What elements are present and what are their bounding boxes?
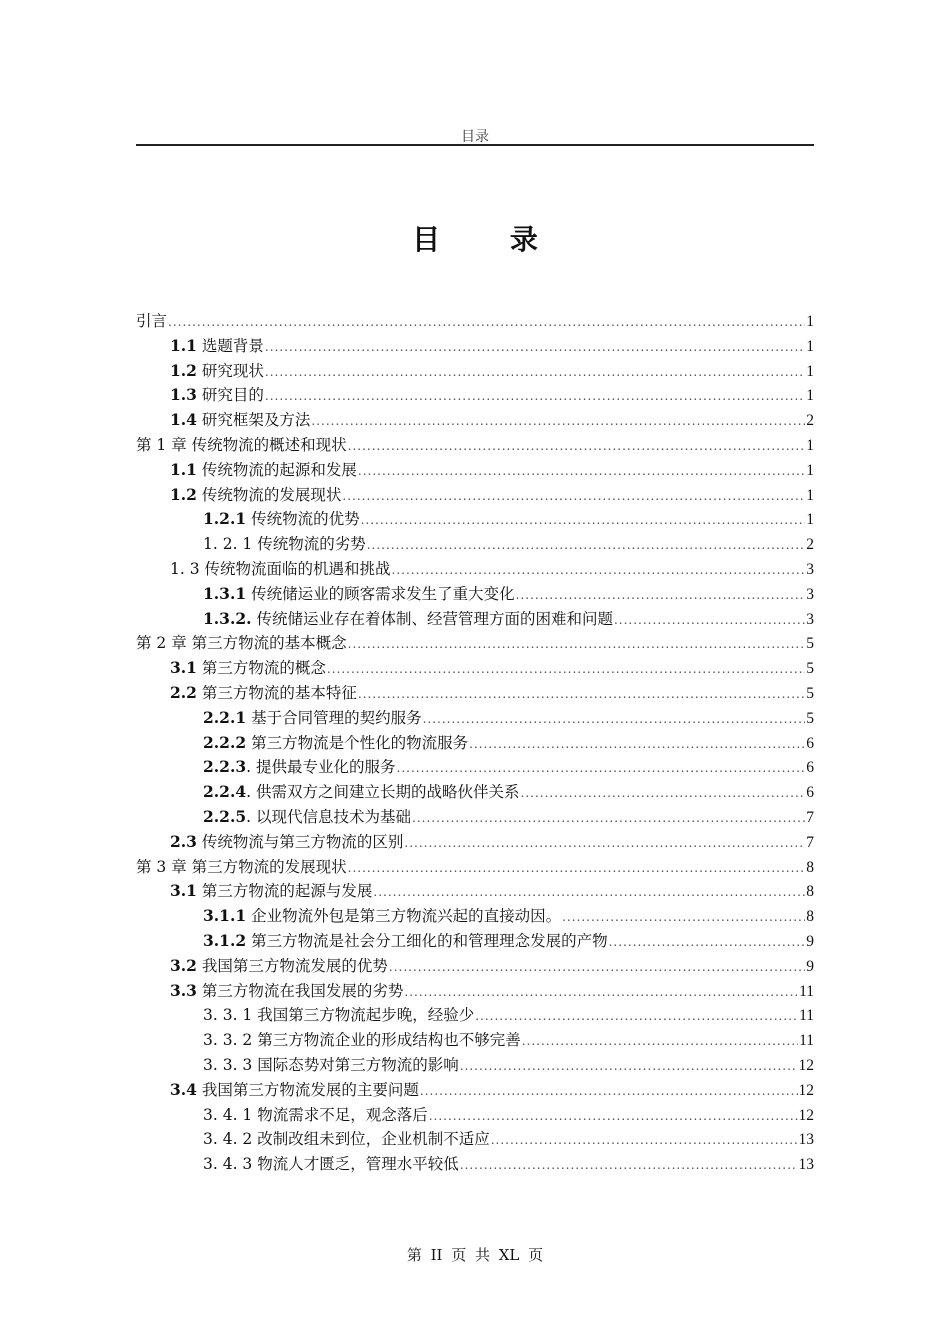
toc-entry[interactable] <box>136 507 814 532</box>
toc-entry-label <box>203 582 515 604</box>
toc-entry-label <box>170 383 264 405</box>
toc-entry-label <box>170 408 310 430</box>
toc-entry-title: 改制改组未到位，企业机制不适应 <box>252 1130 490 1149</box>
toc-page-number: 7 <box>806 833 814 851</box>
toc-dot-leader <box>429 1109 798 1123</box>
toc-entry-label <box>203 1152 459 1174</box>
toc-dot-leader <box>342 489 805 503</box>
toc-dot-leader <box>404 985 798 999</box>
toc-entry-number: 3. 3. 2 <box>203 1031 253 1050</box>
toc-entry-number: 1.2 <box>170 484 197 504</box>
toc-entry[interactable] <box>136 855 814 880</box>
toc-entry-title: 第三方物流是个性化的物流服务 <box>246 733 469 752</box>
toc-entry[interactable] <box>136 656 814 681</box>
toc-dot-leader <box>469 737 805 751</box>
toc-entry-number: 2.3 <box>170 831 197 851</box>
toc-entry-label <box>203 731 468 753</box>
toc-dot-leader <box>423 712 806 726</box>
toc-entry-label <box>203 904 561 926</box>
toc-dot-leader <box>373 885 805 899</box>
toc-dot-leader <box>475 1009 798 1023</box>
toc-entry-title: 传统物流的发展现状 <box>196 485 342 504</box>
toc-entry-label <box>136 631 347 653</box>
toc-entry-title: . 提供最专业化的服务 <box>246 758 396 777</box>
toc-entry-title: 第三方物流的基本特征 <box>196 683 357 702</box>
toc-entry-label <box>203 780 520 802</box>
toc-entry-number: 2.2.3 <box>203 757 247 777</box>
toc-entry-number: 1.1 <box>170 459 197 479</box>
toc-page-number: 12 <box>798 1081 814 1099</box>
toc-page-number: 6 <box>806 784 814 802</box>
toc-entry-title: 传统物流与第三方物流的区别 <box>196 832 404 851</box>
toc-entry-label <box>170 483 341 505</box>
toc-entry[interactable] <box>136 582 814 607</box>
toc-entry-title: 国际态势对第三方物流的影响 <box>252 1055 459 1074</box>
toc-entry[interactable] <box>136 706 814 731</box>
toc-entry-label <box>203 1127 490 1149</box>
toc-entry-label <box>203 755 396 777</box>
toc-entry-label <box>136 433 347 455</box>
toc-dot-leader <box>358 464 805 478</box>
toc-entry-label <box>203 929 608 951</box>
toc-page-number: 13 <box>798 1131 814 1149</box>
toc-entry-title: 基于合同管理的契约服务 <box>246 708 422 727</box>
toc-entry-number: 2.2.5 <box>203 806 247 826</box>
toc-entry-title: 我国第三方物流起步晚，经验少 <box>252 1006 475 1025</box>
toc-entry-number: 3.3 <box>170 980 197 1000</box>
toc-entry-title: . 以现代信息技术为基础 <box>246 807 412 826</box>
toc-entry[interactable] <box>136 979 814 1004</box>
toc-entry-label <box>170 954 388 976</box>
toc-entry-label <box>170 359 264 381</box>
toc-entry-title: 引言 <box>136 312 168 330</box>
toc-entry-label <box>203 532 366 554</box>
toc-entry-title: 第 1 章 传统物流的概述和现状 <box>136 435 347 454</box>
toc-entry-title: 我国第三方物流发展的主要问题 <box>196 1080 419 1099</box>
toc-page-number: 13 <box>798 1156 814 1174</box>
toc-entry-title: 第三方物流是社会分工细化的和管理理念发展的产物 <box>246 931 608 950</box>
toc-entry-title: 传统储运业的顾客需求发生了重大变化 <box>246 584 515 603</box>
toc-entry-number: 1.1 <box>170 335 197 355</box>
toc-entry-number: 3. 4. 1 <box>203 1105 253 1124</box>
toc-entry-title: 传统物流的劣势 <box>252 535 366 554</box>
toc-entry-label <box>136 855 347 877</box>
toc-entry-number: 3. 3. 3 <box>203 1055 253 1074</box>
toc-entry-label <box>170 979 403 1001</box>
toc-entry-label <box>170 458 357 480</box>
toc-entry[interactable] <box>136 359 814 384</box>
toc-entry-number: 2.2.2 <box>203 732 247 752</box>
toc-entry[interactable] <box>136 631 814 656</box>
toc-page-number: 2 <box>806 412 814 430</box>
toc-dot-leader <box>460 1158 798 1172</box>
toc-entry-number: 1.3.1 <box>203 583 247 603</box>
toc-dot-leader <box>404 836 805 850</box>
toc-page-number: 1 <box>806 387 814 405</box>
toc-dot-leader <box>562 910 805 924</box>
toc-dot-leader <box>412 811 805 825</box>
toc-entry[interactable] <box>136 755 814 780</box>
toc-page-number: 3 <box>806 585 814 603</box>
toc-dot-leader <box>348 861 806 875</box>
toc-page-number: 11 <box>799 1032 814 1050</box>
toc-entry[interactable] <box>136 458 814 483</box>
toc-entry[interactable] <box>136 334 814 359</box>
toc-entry[interactable] <box>136 681 814 706</box>
toc-entry-label <box>203 507 360 529</box>
toc-entry[interactable] <box>136 1078 814 1103</box>
toc-dot-leader <box>609 935 806 949</box>
toc-page-number: 1 <box>806 461 814 479</box>
toc-entry-label <box>203 706 422 728</box>
toc-dot-leader <box>168 315 805 329</box>
toc-entry-label <box>203 805 411 827</box>
toc-dot-leader <box>311 414 805 428</box>
toc-page-number: 1 <box>806 486 814 504</box>
toc-page-number: 8 <box>806 858 814 876</box>
toc-entry[interactable] <box>136 780 814 805</box>
toc-dot-leader <box>522 1034 798 1048</box>
toc-entry[interactable] <box>136 879 814 904</box>
toc-dot-leader <box>460 1059 798 1073</box>
toc-entry-number: 1.3 <box>170 385 197 405</box>
toc-entry-number: 1.4 <box>170 410 197 430</box>
toc-dot-leader <box>389 960 805 974</box>
toc-entry-label <box>170 681 357 703</box>
toc-entry[interactable] <box>136 557 814 582</box>
toc-entry[interactable] <box>136 929 814 954</box>
toc-page-number: 6 <box>806 734 814 752</box>
toc-entry-label <box>203 607 613 629</box>
toc-dot-leader <box>392 563 806 577</box>
toc-entry-number: 2.2.4 <box>203 782 247 802</box>
toc-entry-title: 传统物流的优势 <box>246 510 360 529</box>
toc-entry-number: 3.4 <box>170 1079 197 1099</box>
toc-entry[interactable] <box>136 483 814 508</box>
toc-page-number: 11 <box>799 1007 814 1025</box>
toc-entry[interactable] <box>136 954 814 979</box>
toc-entry-number: 3. 4. 3 <box>203 1155 253 1174</box>
toc-entry[interactable] <box>136 1028 814 1053</box>
toc-entry-title: 选题背景 <box>196 336 264 355</box>
toc-page-number: 6 <box>806 759 814 777</box>
toc-entry[interactable] <box>136 1152 814 1177</box>
toc-page-number: 2 <box>806 536 814 554</box>
toc-dot-leader <box>521 786 806 800</box>
toc-page-number: 1 <box>806 436 814 454</box>
page-footer: 第 II 页 共 XL 页 <box>406 1246 544 1264</box>
toc-dot-leader <box>348 439 806 453</box>
toc-entry[interactable] <box>136 532 814 557</box>
toc-entry-title: 第三方物流企业的形成结构也不够完善 <box>252 1031 521 1050</box>
toc-entry-label <box>203 1028 521 1050</box>
toc-entry-label <box>203 1003 474 1025</box>
toc-entry-title: 企业物流外包是第三方物流兴起的直接动因。 <box>246 907 562 926</box>
toc-entry[interactable] <box>136 1053 814 1078</box>
toc-entry-title: 传统储运业存在着体制、经营管理方面的困难和问题 <box>251 609 613 628</box>
toc-entry[interactable] <box>136 805 814 830</box>
toc-entry-label <box>170 557 391 579</box>
toc-dot-leader <box>265 340 805 354</box>
header-divider <box>136 144 814 146</box>
toc-dot-leader <box>367 538 806 552</box>
toc-dot-leader <box>265 365 805 379</box>
toc-page-number: 5 <box>806 635 814 653</box>
toc-entry[interactable] <box>136 830 814 855</box>
toc-entry-number: 3. 3. 1 <box>203 1006 253 1025</box>
toc-entry-number: 3.1.1 <box>203 906 247 926</box>
toc-entry-number: 1.2.1 <box>203 509 247 529</box>
toc-page-number: 12 <box>798 1056 814 1074</box>
toc-entry-label <box>170 334 264 356</box>
toc-entry-number: 3.1 <box>170 881 197 901</box>
toc-dot-leader <box>265 389 805 403</box>
toc-title: 目 录 <box>412 223 568 256</box>
running-header: 目录 <box>461 129 489 145</box>
toc-entry[interactable] <box>136 904 814 929</box>
toc-entry-title: . 供需双方之间建立长期的战略伙伴关系 <box>246 783 520 802</box>
toc-entry-label <box>203 1103 428 1125</box>
toc-entry-number: 1. 2. 1 <box>203 535 253 554</box>
toc-page-number: 5 <box>806 660 814 678</box>
toc-entry-title: 研究现状 <box>196 361 264 380</box>
toc-entry[interactable] <box>136 731 814 756</box>
toc-entry-number: 3.1 <box>170 658 197 678</box>
toc-entry-title: 第三方物流的起源与发展 <box>196 882 373 901</box>
toc-entry-number: 1.2 <box>170 360 197 380</box>
toc-dot-leader <box>614 613 805 627</box>
toc-entry-title: 传统物流的起源和发展 <box>196 460 357 479</box>
toc-entry[interactable] <box>136 1127 814 1152</box>
toc-page-number: 3 <box>806 610 814 628</box>
toc-dot-leader <box>327 662 805 676</box>
toc-entry-title: 第 3 章 第三方物流的发展现状 <box>136 857 347 876</box>
toc-page-number: 11 <box>799 982 814 1000</box>
toc-page-number: 1 <box>806 511 814 529</box>
toc-entry-label <box>203 1053 459 1075</box>
toc-page-number: 1 <box>806 362 814 380</box>
table-of-contents <box>136 309 814 1177</box>
toc-entry-title: 我国第三方物流发展的优势 <box>196 956 388 975</box>
toc-entry-title: 研究框架及方法 <box>196 411 311 430</box>
toc-entry-title: 物流需求不足，观念落后 <box>252 1105 428 1124</box>
toc-page-number: 1 <box>806 337 814 355</box>
toc-entry-number: 3.1.2 <box>203 930 247 950</box>
toc-page-number: 5 <box>806 709 814 727</box>
toc-page-number: 8 <box>806 883 814 901</box>
toc-page-number: 9 <box>806 932 814 950</box>
toc-dot-leader <box>491 1133 798 1147</box>
toc-entry[interactable] <box>136 309 814 334</box>
toc-page-number: 7 <box>806 808 814 826</box>
toc-entry[interactable] <box>136 607 814 632</box>
toc-entry-title: 第三方物流在我国发展的劣势 <box>196 981 404 1000</box>
toc-dot-leader <box>348 637 806 651</box>
toc-entry[interactable] <box>136 1003 814 1028</box>
toc-entry[interactable] <box>136 433 814 458</box>
toc-entry-label <box>170 830 403 852</box>
toc-entry-label <box>170 656 326 678</box>
toc-entry-number: 1.3.2. <box>203 608 252 628</box>
toc-entry-number: 2.2 <box>170 682 197 702</box>
toc-entry-label <box>136 309 167 331</box>
toc-entry-title: 传统物流面临的机遇和挑战 <box>199 559 391 578</box>
toc-entry-number: 2.2.1 <box>203 707 247 727</box>
toc-dot-leader <box>516 588 806 602</box>
toc-page-number: 8 <box>806 908 814 926</box>
toc-entry-title: 研究目的 <box>196 386 264 405</box>
toc-dot-leader <box>361 513 806 527</box>
toc-entry-title: 第三方物流的概念 <box>196 659 326 678</box>
toc-entry-title: 第 2 章 第三方物流的基本概念 <box>136 634 347 653</box>
toc-dot-leader <box>397 761 806 775</box>
toc-entry-number: 3. 4. 2 <box>203 1130 253 1149</box>
toc-entry-number: 1. 3 <box>170 559 200 578</box>
toc-dot-leader <box>420 1084 798 1098</box>
toc-entry-label <box>170 1078 419 1100</box>
toc-page-number: 1 <box>806 313 814 330</box>
toc-page-number: 5 <box>806 684 814 702</box>
toc-entry-title: 物流人才匮乏，管理水平较低 <box>252 1155 459 1174</box>
toc-entry[interactable] <box>136 408 814 433</box>
toc-page-number: 9 <box>806 957 814 975</box>
toc-entry-number: 3.2 <box>170 955 197 975</box>
toc-page-number: 12 <box>798 1106 814 1124</box>
toc-entry-label <box>170 879 372 901</box>
toc-dot-leader <box>358 687 805 701</box>
toc-page-number: 3 <box>806 560 814 578</box>
toc-entry[interactable] <box>136 383 814 408</box>
toc-entry[interactable] <box>136 1103 814 1128</box>
